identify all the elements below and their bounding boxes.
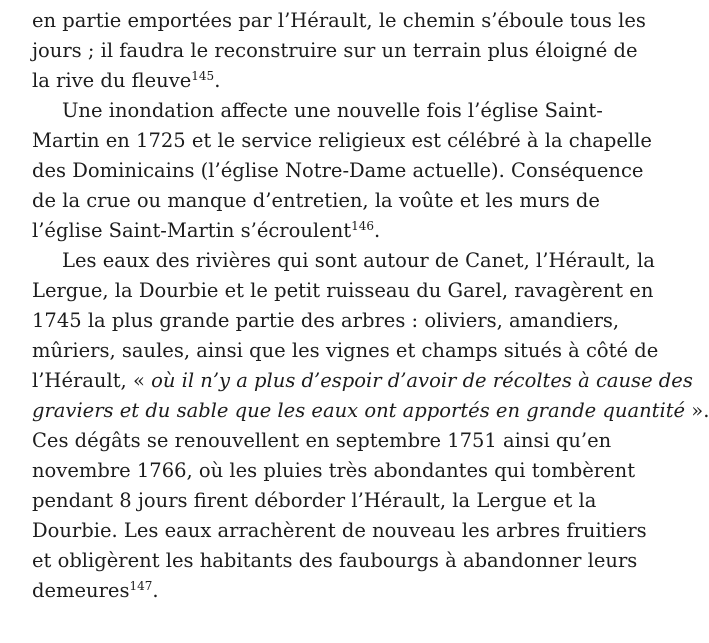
text-line: l’église Saint-Martin s’écroulent$^{146}$.: [32, 219, 381, 242]
text-line: novembre 1766, où les pluies très abondantes qui tombèrent: [32, 459, 636, 482]
text-line: des Dominicains (l’église Notre-Dame actuelle). Conséquence: [32, 159, 644, 182]
text-line: Dourbie. Les eaux arrachèrent de nouveau les arbres fruitiers: [32, 519, 647, 542]
text-line: 1745 la plus grande partie des arbres : oliviers, amandiers,: [32, 309, 620, 332]
text-line: jours ; il faudra le reconstruire sur un terrain plus éloigné de: [32, 39, 638, 62]
footnote-ref[interactable]: 145: [191, 69, 215, 83]
text-line: en partie emportées par l’Hérault, le chemin s’éboule tous les: [32, 9, 646, 32]
footnote-ref[interactable]: 146: [351, 219, 374, 233]
quote-italic: où il n’y a plus d’espoir d’avoir de récoltes à cause des: [151, 369, 693, 392]
text-line: la rive du fleuve$^{145}$.: [32, 69, 221, 92]
footnote-ref[interactable]: 147: [129, 579, 153, 593]
paragraph-start: Les eaux des rivières qui sont autour de Canet, l’Hérault, la: [62, 249, 655, 272]
text-line: Martin en 1725 et le service religieux est célébré à la chapelle: [32, 129, 652, 152]
text-line: graviers et du sable que les eaux ont apportés en grande quantité ».: [32, 399, 709, 422]
text-line: demeures$^{147}$.: [32, 579, 159, 602]
text-line: Ces dégâts se renouvellent en septembre 1751 ainsi qu’en: [32, 429, 612, 452]
text-line: Lergue, la Dourbie et le petit ruisseau du Garel, ravagèrent en: [32, 279, 654, 302]
text-line: mûriers, saules, ainsi que les vignes et champs situés à côté de: [32, 339, 659, 362]
text-line: et obligèrent les habitants des faubourgs à abandonner leurs: [32, 549, 638, 572]
text-line: l’Hérault, « où il n’y a plus d’espoir d’avoir de récoltes à cause des: [32, 369, 693, 392]
text-line: pendant 8 jours firent déborder l’Hérault, la Lergue et la: [32, 489, 597, 512]
paragraph-start: Une inondation affecte une nouvelle fois l’église Saint-: [62, 99, 603, 122]
quote-italic: graviers et du sable que les eaux ont apportés en grande quantité: [32, 399, 686, 422]
text-line: de la crue ou manque d’entretien, la voûte et les murs de: [32, 189, 600, 212]
